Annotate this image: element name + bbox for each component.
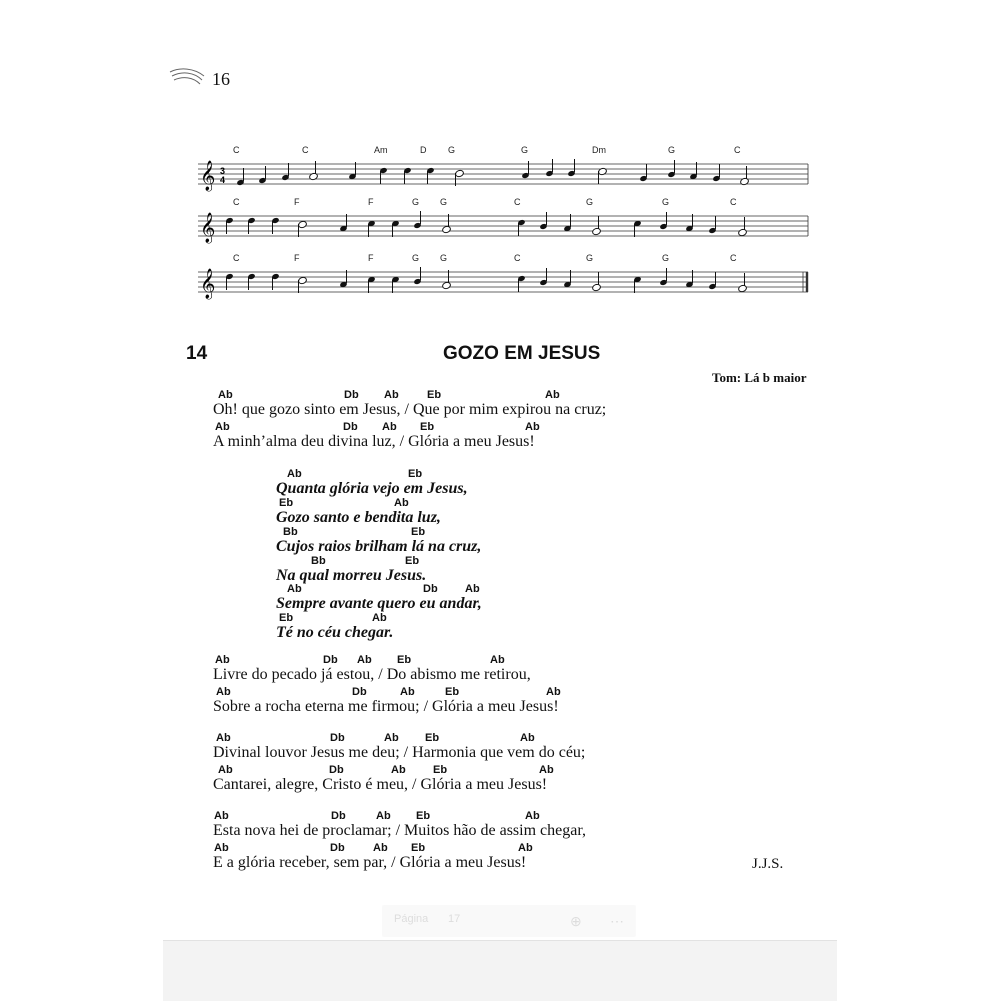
note-stem xyxy=(392,224,393,237)
staff-chord: C xyxy=(730,253,737,263)
lyric-chord: Eb xyxy=(405,555,420,567)
staff-2 xyxy=(198,212,810,244)
note-stem xyxy=(355,162,356,175)
note-stem xyxy=(346,270,347,283)
staff-chord: Dm xyxy=(592,145,606,155)
lyric-chord: Ab xyxy=(287,468,302,480)
lyric-chord: Ab xyxy=(215,421,230,433)
lyric-chord: Eb xyxy=(408,468,423,480)
note-stem xyxy=(243,168,244,181)
lyric-line: A minh’alma deu divina luz, / Glória a meu Jesus! xyxy=(213,433,535,450)
staff-chord: G xyxy=(668,145,676,155)
note-stem xyxy=(598,272,599,285)
lyric-chord: Ab xyxy=(391,764,406,776)
song-author: J.J.S. xyxy=(752,856,784,872)
staff-chord: G xyxy=(662,253,670,263)
page-number: 16 xyxy=(212,69,230,89)
lyric-chord: Eb xyxy=(416,810,431,822)
note-stem xyxy=(427,171,428,184)
lyric-line: Na qual morreu Jesus. xyxy=(276,567,427,584)
lyric-line: Cantarei, alegre, Cristo é meu, / Glória a meu Jesus! xyxy=(213,776,548,793)
lyric-chord: Ab xyxy=(382,421,397,433)
note-stem xyxy=(715,216,716,229)
staff-chord: Am xyxy=(374,145,388,155)
staff-chord: G xyxy=(448,145,456,155)
lyric-chord: Ab xyxy=(214,810,229,822)
staff-chord: F xyxy=(368,253,374,263)
svg-text:4: 4 xyxy=(220,175,226,185)
song-number: 14 xyxy=(186,343,208,364)
note-stem xyxy=(634,224,635,237)
lyric-chord: Ab xyxy=(214,842,229,854)
lyric-chord: Db xyxy=(352,686,367,698)
note-stem xyxy=(455,173,456,186)
lyric-chord: Db xyxy=(344,389,359,401)
more-icon[interactable]: ⋯ xyxy=(610,913,624,929)
lyric-chord: Ab xyxy=(394,497,409,509)
lyric-line: Sempre avante quero eu andar, xyxy=(276,595,482,612)
staff-chord: C xyxy=(514,197,521,207)
note-stem xyxy=(692,270,693,283)
note-stem xyxy=(719,164,720,177)
note-stem xyxy=(315,161,316,174)
note-stem xyxy=(265,166,266,179)
note-stem xyxy=(404,171,405,184)
note-stem xyxy=(570,214,571,227)
staff-chord: G xyxy=(440,253,448,263)
toolbar-page-input[interactable]: 17 xyxy=(448,913,461,925)
note-stem xyxy=(248,277,249,290)
staff-chord: G xyxy=(662,197,670,207)
note-stem xyxy=(368,224,369,237)
note-stem xyxy=(420,211,421,224)
note-stem xyxy=(598,171,599,184)
staff-chord: C xyxy=(730,197,737,207)
lyric-line: E a glória receber, sem par, / Glória a meu Jesus! xyxy=(213,854,527,871)
staff-chord: F xyxy=(294,253,300,263)
lyric-chord: Db xyxy=(330,732,345,744)
note-stem xyxy=(692,214,693,227)
note-stem xyxy=(226,277,227,290)
lyric-chord: Ab xyxy=(400,686,415,698)
note-stem xyxy=(634,280,635,293)
lyric-chord: Eb xyxy=(420,421,435,433)
note-stem xyxy=(744,217,745,230)
lyric-chord: Db xyxy=(343,421,358,433)
lyric-chord: Ab xyxy=(490,654,505,666)
staff-chord: G xyxy=(412,197,420,207)
lyric-chord: Ab xyxy=(384,732,399,744)
note-stem xyxy=(448,214,449,227)
lyric-chord: Eb xyxy=(411,526,426,538)
lyric-chord: Ab xyxy=(518,842,533,854)
staff-chord: C xyxy=(233,253,240,263)
note-stem xyxy=(546,212,547,225)
note-stem xyxy=(546,268,547,281)
note-stem xyxy=(272,277,273,290)
song-key: Tom: Lá b maior xyxy=(712,370,807,385)
note-stem xyxy=(518,279,519,292)
lyric-chord: Ab xyxy=(376,810,391,822)
lyric-chord: Ab xyxy=(520,732,535,744)
bottom-band xyxy=(163,940,837,1001)
note-stem xyxy=(272,221,273,234)
note-stem xyxy=(298,280,299,293)
staff-chord: G xyxy=(412,253,420,263)
note-stem xyxy=(715,272,716,285)
staff-chord: G xyxy=(586,197,594,207)
lyric-chord: Eb xyxy=(445,686,460,698)
viewer-toolbar[interactable] xyxy=(382,905,636,937)
toolbar-page-label: Página xyxy=(394,913,429,925)
staff-chord: D xyxy=(420,145,427,155)
lyric-chord: Db xyxy=(330,842,345,854)
note-stem xyxy=(226,221,227,234)
lyric-chord: Ab xyxy=(546,686,561,698)
lyric-chord: Ab xyxy=(287,583,302,595)
lyric-chord: Ab xyxy=(372,612,387,624)
note-stem xyxy=(696,162,697,175)
note-stem xyxy=(380,171,381,184)
svg-text:3: 3 xyxy=(220,166,226,176)
lyric-chord: Ab xyxy=(373,842,388,854)
lyric-line: Cujos raios brilham lá na cruz, xyxy=(276,538,482,555)
note-stem xyxy=(666,212,667,225)
lyric-chord: Ab xyxy=(465,583,480,595)
lyric-chord: Bb xyxy=(283,526,298,538)
staff-chord: C xyxy=(302,145,309,155)
lyric-chord: Ab xyxy=(525,421,540,433)
note-stem xyxy=(298,224,299,237)
note-stem xyxy=(674,160,675,173)
lyric-line: Gozo santo e bendita luz, xyxy=(276,509,441,526)
lyric-chord: Ab xyxy=(384,389,399,401)
lyric-chord: Db xyxy=(331,810,346,822)
lyric-chord: Ab xyxy=(216,732,231,744)
staff-chord: G xyxy=(586,253,594,263)
note-stem xyxy=(448,270,449,283)
note-stem xyxy=(744,273,745,286)
lyric-line: Oh! que gozo sinto em Jesus, / Que por mim expirou na cruz; xyxy=(213,401,607,418)
svg-text:𝄞: 𝄞 xyxy=(200,269,216,299)
staff-chord: C xyxy=(514,253,521,263)
lyric-chord: Eb xyxy=(433,764,448,776)
lyric-line: Sobre a rocha eterna me firmou; / Glória a meu Jesus! xyxy=(213,698,559,715)
staff-chord: F xyxy=(294,197,300,207)
lyric-chord: Ab xyxy=(525,810,540,822)
lyric-chord: Bb xyxy=(311,555,326,567)
note-stem xyxy=(666,268,667,281)
svg-text:𝄞: 𝄞 xyxy=(200,213,216,243)
note-stem xyxy=(392,280,393,293)
song-title: GOZO EM JESUS xyxy=(443,343,601,364)
lyric-chord: Db xyxy=(329,764,344,776)
lyric-chord: Eb xyxy=(427,389,442,401)
note-stem xyxy=(248,221,249,234)
note-stem xyxy=(570,270,571,283)
note-stem xyxy=(552,159,553,172)
lyric-chord: Eb xyxy=(397,654,412,666)
staff-chord: C xyxy=(233,145,240,155)
lyric-line: Té no céu chegar. xyxy=(276,624,394,641)
lyric-chord: Ab xyxy=(218,389,233,401)
note-stem xyxy=(528,161,529,174)
lyric-chord: Eb xyxy=(425,732,440,744)
staff-chord: C xyxy=(734,145,741,155)
lyric-line: Esta nova hei de proclamar; / Muitos hão de assim chegar, xyxy=(213,822,587,839)
note-stem xyxy=(518,223,519,236)
note-stem xyxy=(574,159,575,172)
lyric-chord: Ab xyxy=(357,654,372,666)
note-stem xyxy=(368,280,369,293)
staff-chord: F xyxy=(368,197,374,207)
note-stem xyxy=(598,216,599,229)
lyric-chord: Ab xyxy=(218,764,233,776)
note-stem xyxy=(288,163,289,176)
lyric-chord: Ab xyxy=(216,686,231,698)
zoom-icon[interactable]: ⊕ xyxy=(570,913,582,929)
lyric-line: Quanta glória vejo em Jesus, xyxy=(276,480,468,497)
lyric-line: Divinal louvor Jesus me deu; / Harmonia que vem do céu; xyxy=(213,744,586,761)
lyric-chord: Ab xyxy=(215,654,230,666)
note-stem xyxy=(420,267,421,280)
lyric-line: Livre do pecado já estou, / Do abismo me retirou, xyxy=(213,666,531,683)
staff-chord: C xyxy=(233,197,240,207)
lyric-chord: Ab xyxy=(539,764,554,776)
staff-3 xyxy=(198,268,810,300)
page-ornament-icon xyxy=(168,66,208,94)
note-stem xyxy=(746,166,747,179)
svg-text:𝄞: 𝄞 xyxy=(200,161,216,191)
lyric-chord: Db xyxy=(323,654,338,666)
note-stem xyxy=(646,164,647,177)
lyric-chord: Eb xyxy=(279,612,294,624)
lyric-chord: Eb xyxy=(279,497,294,509)
lyric-chord: Eb xyxy=(411,842,426,854)
note-stem xyxy=(346,214,347,227)
staff-chord: G xyxy=(521,145,529,155)
lyric-chord: Ab xyxy=(545,389,560,401)
lyric-chord: Db xyxy=(423,583,438,595)
staff-chord: G xyxy=(440,197,448,207)
